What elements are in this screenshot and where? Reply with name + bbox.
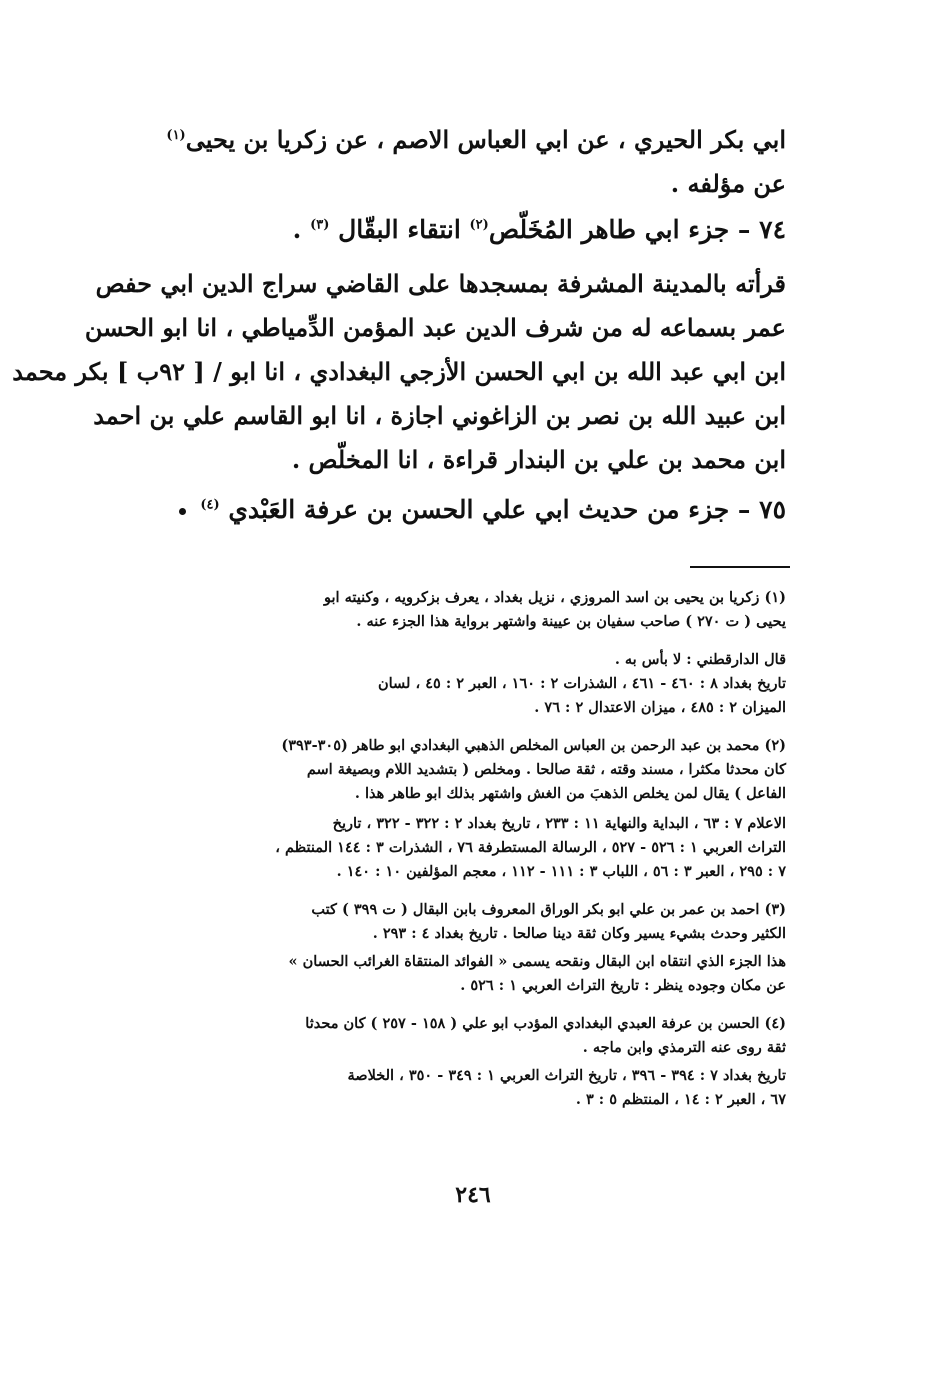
text-line [125, 118, 786, 162]
footnote-block [122, 898, 786, 946]
footnote-line: ٦٧ ، العبر ٢ : ١٤ ، المنتظم ٥ : ٣ . [575, 1091, 786, 1108]
intro-line-1: ابي بكر الحيري ، عن ابي العباس الاصم ، عن زكريا بن يحيى [185, 125, 786, 154]
entry-75-heading: ٧٥ – جزء من حديث ابي علي الحسن بن عرفة العَبْدي $^{(٤)}$ [125, 488, 786, 532]
entry-74-body [12, 262, 786, 482]
footnote-block [122, 1064, 786, 1112]
intro-paragraph [125, 118, 786, 206]
heading-end: . [292, 215, 302, 244]
footnote-line: (٤) الحسن بن عرفة العبدي البغدادي المؤدب ابو علي ( ١٥٨ - ٢٥٧ ) كان محدثا [305, 1015, 786, 1032]
entry-title: جزء من حديث ابي علي الحسن بن عرفة العَبْدي [228, 495, 730, 524]
footnote-line: قال الدارقطني : لا بأس به . [614, 651, 786, 668]
footnote-line: (٣) احمد بن عمر بن علي ابو بكر الوراق المعروف بابن البقال ( ت ٣٩٩ ) كتب [311, 901, 786, 918]
entry-title: جزء ابي طاهر المُخَلّص [488, 215, 730, 244]
footnote-line: الاعلام ٧ : ٦٣ ، البداية والنهاية ١١ : ٢٣٣ ، تاريخ بغداد ٢ : ٣٢٢ - ٣٢٢ ، تاريخ [332, 815, 786, 832]
footnote-line: ٧ : ٢٩٥ ، العبر ٣ : ٥٦ ، اللباب ٣ : ١١١ - ١١٢ ، معجم المؤلفين ١٠ : ١٤٠ . [336, 863, 786, 880]
text-line: ابن ابي عبد الله بن ابي الحسن الأزجي البغدادي ، انا ابو / [ ٩٢ب ] بكر محمد [12, 357, 786, 386]
footnote-line: هذا الجزء الذي انتقاه ابن البقال ونقحه يسمى « الفوائد المنتقاة الغرائب الحسان » [288, 953, 786, 970]
footnote-line: عن مكان وجوده ينظر : تاريخ التراث العربي ١ : ٥٢٦ . [460, 977, 786, 994]
footnote-ref[interactable]: (١) [166, 128, 186, 143]
entry-number: ٧٥ [759, 495, 786, 524]
entry-subtitle: انتقاء البقّال [338, 215, 461, 244]
footnote-block [122, 648, 786, 720]
footnote-ref[interactable]: (٢) [469, 217, 489, 233]
footnote-line: الفاعل ) يقال لمن يخلص الذهبَ من الغش واشتهر بذلك ابو طاهر هذا . [354, 785, 786, 802]
footnote-line: التراث العربي ١ : ٥٢٦ - ٥٢٧ ، الرسالة المستطرفة ٧٦ ، الشذرات ٣ : ١٤٤ المنتظم ، [275, 839, 786, 856]
text-line: ابن عبيد الله بن نصر بن الزاغوني اجازة ، انا ابو القاسم علي بن احمد [93, 401, 786, 430]
footnote-line: (٢) محمد بن عبد الرحمن بن العباس المخلص الذهبي البغدادي ابو طاهر (٣٠٥-٣٩٣) [281, 737, 786, 754]
footnote-line: يحيى ( ت ٢٧٠ ) صاحب سفيان بن عيينة واشتهر برواية هذا الجزء عنه . [356, 613, 786, 630]
bullet-dot [179, 508, 186, 515]
footnote-block [122, 950, 786, 998]
footnote-line: ثقة روى عنه الترمذي وابن ماجه . [582, 1039, 786, 1056]
entry-74-heading: ٧٤ – جزء ابي طاهر المُخَلّص$^{(٢)}$ انتقاء البقّال $^{(٣)}$ . [292, 215, 786, 244]
footnote-line: تاريخ بغداد ٨ : ٤٦٠ - ٤٦١ ، الشذرات ٢ : ١٦٠ ، العبر ٢ : ٤٥ ، لسان [377, 675, 786, 692]
main-text [12, 118, 786, 542]
footnote-line: (١) زكريا بن يحيى بن اسد المروزي ، نزيل بغداد ، يعرف بزكرويه ، وكنيته ابو [324, 589, 786, 606]
footnote-block [122, 812, 786, 884]
footnote-line: تاريخ بغداد ٧ : ٣٩٤ - ٣٩٦ ، تاريخ التراث العربي ١ : ٣٤٩ - ٣٥٠ ، الخلاصة [347, 1067, 786, 1084]
text-line: عن مؤلفه . [670, 169, 786, 198]
footnotes [122, 586, 786, 1126]
text-line: عمر بسماعه له من شرف الدين عبد المؤمن الدِّمياطي ، انا ابو الحسن [84, 313, 786, 342]
text-line: ابن محمد بن علي بن البندار قراءة ، انا المخلّص . [291, 445, 786, 474]
footnote-block [122, 1012, 786, 1060]
entry-number: ٧٤ [759, 215, 786, 244]
text-line: قرأته بالمدينة المشرفة بمسجدها على القاضي سراج الدين ابي حفص [95, 269, 786, 298]
footnote-line: الكثير وحدث بشيء يسير وكان ثقة دينا صالحا . تاريخ بغداد ٤ : ٢٩٣ . [372, 925, 786, 942]
footnote-block [122, 734, 786, 806]
page-number: ٢٤٦ [455, 1182, 491, 1208]
footnote-ref[interactable]: (٣) [310, 217, 330, 233]
footnote-line: الميزان ٢ : ٤٨٥ ، ميزان الاعتدال ٢ : ٧٦ . [534, 699, 786, 716]
footnote-ref[interactable]: (٤) [200, 497, 220, 513]
footnote-block [122, 586, 786, 634]
footnote-line: كان محدثا مكثرا ، مسند وقته ، ثقة صالحا . ومخلص ( بتشديد اللام وبصيغة اسم [306, 761, 786, 778]
footnote-separator [690, 566, 790, 568]
